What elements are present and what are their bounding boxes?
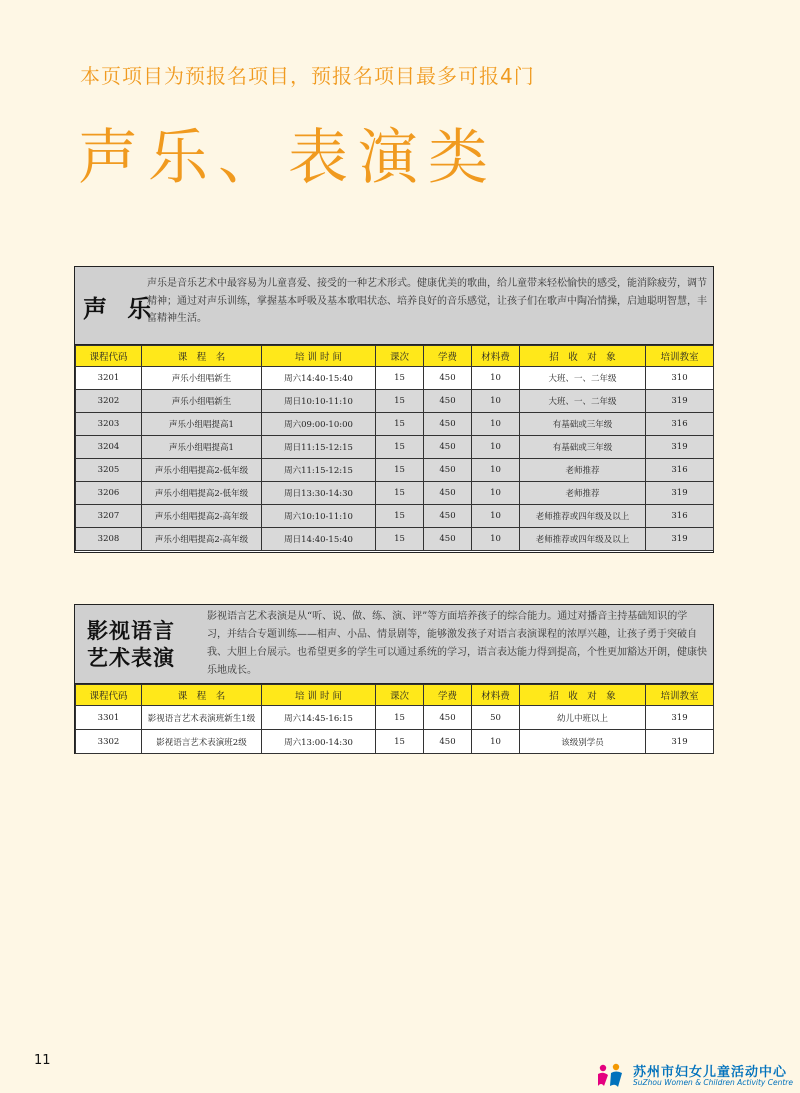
table-cell: 15	[376, 482, 424, 505]
table-row	[76, 482, 714, 505]
column-header: 课次	[376, 685, 424, 706]
table-row	[76, 730, 714, 754]
table-cell: 450	[424, 459, 472, 482]
table-cell: 450	[424, 505, 472, 528]
table-cell: 大班、一、二年级	[520, 367, 646, 390]
table-cell: 声乐小组唱新生	[142, 367, 262, 390]
table-cell: 15	[376, 730, 424, 754]
table-cell: 319	[646, 482, 714, 505]
table-cell: 316	[646, 413, 714, 436]
column-header: 材料费	[472, 346, 520, 367]
table-cell: 15	[376, 505, 424, 528]
table-cell: 316	[646, 459, 714, 482]
table-row	[76, 413, 714, 436]
table-cell: 3203	[76, 413, 142, 436]
table-cell: 声乐小组唱提高1	[142, 436, 262, 459]
section-heading-line: 艺术表演	[87, 645, 175, 670]
table-cell: 周六13:00-14:30	[262, 730, 376, 754]
column-header: 培训教室	[646, 346, 714, 367]
table-cell: 周六10:10-11:10	[262, 505, 376, 528]
table-cell: 3207	[76, 505, 142, 528]
column-header: 学费	[424, 685, 472, 706]
table-cell: 10	[472, 482, 520, 505]
table-cell: 3201	[76, 367, 142, 390]
table-cell: 声乐小组唱提高2-低年级	[142, 459, 262, 482]
table-cell: 有基础或三年级	[520, 413, 646, 436]
section-description: 影视语言艺术表演是从“听、说、做、练、演、评”等方面培养孩子的综合能力。通过对播音主持基础知识的学习，并结合专题训练——相声、小品、情景剧等，能够激发孩子对语言表演课程的浓厚兴趣，让孩子勇于突破自我、大胆上台展示。也希望更多的学生可以通过系统的学习，语言表达能力得到提高，个性更加豁达开朗，健康快乐地成长。	[207, 611, 707, 676]
logo	[595, 1060, 795, 1092]
section-performance	[74, 604, 714, 754]
table-cell: 50	[472, 706, 520, 730]
table-cell: 450	[424, 528, 472, 551]
table-cell: 15	[376, 367, 424, 390]
table-cell: 15	[376, 528, 424, 551]
table-cell: 319	[646, 706, 714, 730]
table-cell: 声乐小组唱提高1	[142, 413, 262, 436]
table-cell: 周日14:40-15:40	[262, 528, 376, 551]
children-centre-logo-icon	[595, 1062, 625, 1090]
table-row	[76, 390, 714, 413]
table-header-row	[76, 346, 714, 367]
section-intro	[75, 605, 713, 684]
column-header: 培训教室	[646, 685, 714, 706]
table-cell: 450	[424, 413, 472, 436]
table-cell: 310	[646, 367, 714, 390]
logo-name-en: SuZhou Women & Children Activity Centre	[633, 1078, 793, 1087]
table-cell: 450	[424, 482, 472, 505]
table-cell: 周日13:30-14:30	[262, 482, 376, 505]
column-header: 学费	[424, 346, 472, 367]
column-header: 材料费	[472, 685, 520, 706]
column-header: 课 程 名	[142, 346, 262, 367]
table-cell: 幼儿中班以上	[520, 706, 646, 730]
column-header: 课程代码	[76, 346, 142, 367]
table-cell: 老师推荐或四年级及以上	[520, 505, 646, 528]
table-cell: 319	[646, 528, 714, 551]
table-cell: 3202	[76, 390, 142, 413]
page-subtitle: 本页项目为预报名项目，预报名项目最多可报4门	[80, 64, 535, 88]
table-cell: 15	[376, 390, 424, 413]
table-cell: 10	[472, 367, 520, 390]
page-title: 声乐、表演类	[78, 123, 498, 193]
table-cell: 3205	[76, 459, 142, 482]
table-cell: 3301	[76, 706, 142, 730]
table-row	[76, 528, 714, 551]
page-number: 11	[34, 1053, 51, 1068]
table-cell: 450	[424, 706, 472, 730]
section-intro	[75, 267, 713, 345]
table-cell: 周日11:15-12:15	[262, 436, 376, 459]
table-cell: 10	[472, 528, 520, 551]
table-cell: 声乐小组唱提高2-低年级	[142, 482, 262, 505]
table-cell: 声乐小组唱提高2-高年级	[142, 505, 262, 528]
column-header: 课程代码	[76, 685, 142, 706]
table-cell: 老师推荐	[520, 459, 646, 482]
column-header: 培 训 时 间	[262, 685, 376, 706]
table-cell: 声乐小组唱提高2-高年级	[142, 528, 262, 551]
table-cell: 3302	[76, 730, 142, 754]
table-row	[76, 367, 714, 390]
table-cell: 319	[646, 730, 714, 754]
column-header: 招 收 对 象	[520, 346, 646, 367]
table-cell: 周六09:00-10:00	[262, 413, 376, 436]
table-cell: 10	[472, 413, 520, 436]
table-cell: 3208	[76, 528, 142, 551]
table-header-row	[76, 685, 714, 706]
table-cell: 10	[472, 730, 520, 754]
column-header: 培 训 时 间	[262, 346, 376, 367]
table-cell: 影视语言艺术表演班2级	[142, 730, 262, 754]
table-row	[76, 459, 714, 482]
table-cell: 大班、一、二年级	[520, 390, 646, 413]
table-cell: 3206	[76, 482, 142, 505]
column-header: 课次	[376, 346, 424, 367]
table-cell: 该级别学员	[520, 730, 646, 754]
table-cell: 10	[472, 459, 520, 482]
table-cell: 10	[472, 505, 520, 528]
table-cell: 周六14:40-15:40	[262, 367, 376, 390]
table-cell: 450	[424, 367, 472, 390]
section-description: 声乐是音乐艺术中最容易为儿童喜爱、接受的一种艺术形式。健康优美的歌曲，给儿童带来轻松愉快的感受，能消除疲劳，调节精神；通过对声乐训练，掌握基本呼吸及基本歌唱状态、培养良好的音乐感觉，让孩子们在歌声中陶冶情操，启迪聪明智慧，丰富精神生活。	[147, 278, 707, 324]
table-cell: 319	[646, 390, 714, 413]
column-header: 招 收 对 象	[520, 685, 646, 706]
table-cell: 316	[646, 505, 714, 528]
table-cell: 319	[646, 436, 714, 459]
table-cell: 15	[376, 706, 424, 730]
table-cell: 15	[376, 413, 424, 436]
table-cell: 影视语言艺术表演班新生1级	[142, 706, 262, 730]
table-row	[76, 436, 714, 459]
course-table	[75, 345, 714, 551]
table-row	[76, 706, 714, 730]
table-cell: 450	[424, 730, 472, 754]
table-cell: 15	[376, 436, 424, 459]
table-cell: 10	[472, 436, 520, 459]
column-header: 课 程 名	[142, 685, 262, 706]
section-vocal	[74, 266, 714, 553]
course-table	[75, 684, 714, 754]
table-cell: 3204	[76, 436, 142, 459]
table-cell: 450	[424, 436, 472, 459]
table-cell: 周六14:45-16:15	[262, 706, 376, 730]
section-heading	[87, 617, 207, 671]
logo-name-cn: 苏州市妇女儿童活动中心	[633, 1065, 788, 1080]
table-cell: 有基础或三年级	[520, 436, 646, 459]
table-cell: 老师推荐或四年级及以上	[520, 528, 646, 551]
table-cell: 15	[376, 459, 424, 482]
table-cell: 声乐小组唱新生	[142, 390, 262, 413]
section-heading: 声 乐	[83, 294, 158, 323]
table-cell: 10	[472, 390, 520, 413]
table-cell: 450	[424, 390, 472, 413]
section-heading-line: 影视语言	[87, 618, 175, 643]
table-cell: 老师推荐	[520, 482, 646, 505]
table-row	[76, 505, 714, 528]
table-cell: 周六11:15-12:15	[262, 459, 376, 482]
table-cell: 周日10:10-11:10	[262, 390, 376, 413]
